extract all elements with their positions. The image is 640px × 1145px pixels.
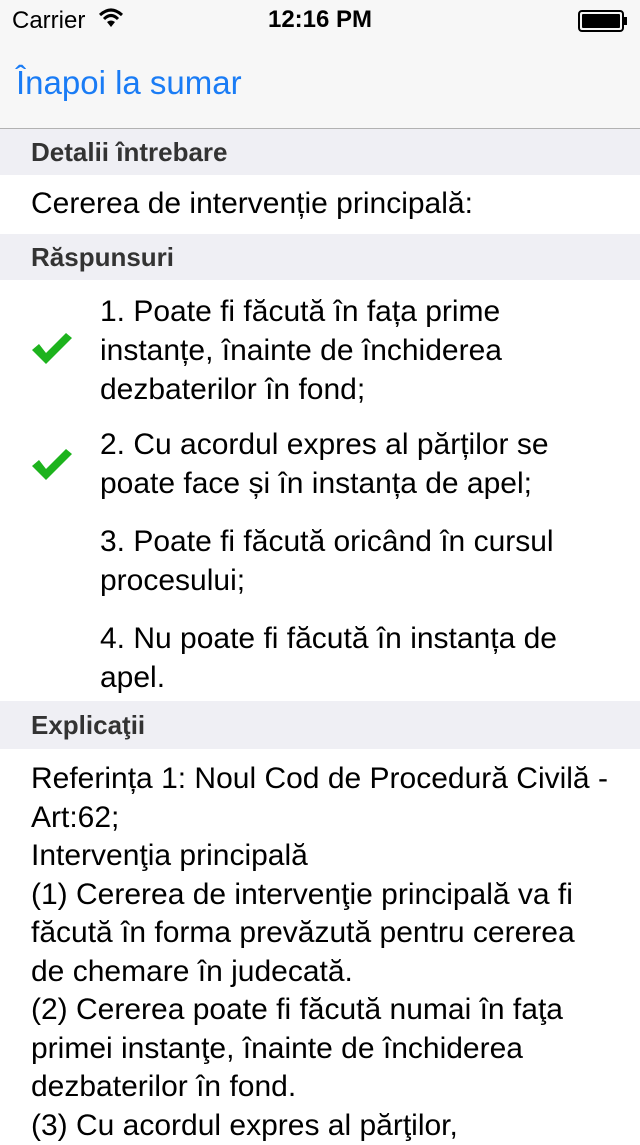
check-icon [30, 446, 74, 487]
carrier-label: Carrier [12, 7, 86, 34]
navigation-bar [0, 40, 640, 129]
answer-item[interactable]: 4. Nu poate fi făcută în instanța de apel. [100, 622, 557, 694]
question-text: Cererea de intervenție principală: [31, 187, 473, 220]
battery-icon [578, 10, 628, 37]
answer-item[interactable]: 3. Poate fi făcută oricând în cursul procesului; [100, 525, 554, 597]
back-button[interactable]: Înapoi la sumar [16, 64, 242, 101]
explanation-text: Referința 1: Noul Cod de Procedură Civilă - Art:62; Intervenţia principală (1) Cererea de intervenţie principală va fi făcută în forma prevăzută pentru cererea de chemare în judecată. (2) Cererea poate fi făcută numai în faţa primei instanţe, înainte de închiderea dezbaterilor în fond. (3) Cu acordul expres al părţilor, [31, 762, 608, 1142]
answer-item[interactable]: 2. Cu acordul expres al părților se poate face și în instanța de apel; [100, 428, 549, 500]
check-icon [30, 330, 74, 371]
answer-item[interactable]: 1. Poate fi făcută în fața prime instanțe, înainte de închiderea dezbaterilor în fond; [100, 295, 502, 406]
status-time: 12:16 PM [267, 6, 373, 33]
answers-section-header: Răspunsuri [0, 234, 640, 280]
question-section-header: Detalii întrebare [0, 129, 640, 175]
explanation-section-header: Explicaţii [0, 701, 640, 749]
status-bar [0, 0, 640, 40]
